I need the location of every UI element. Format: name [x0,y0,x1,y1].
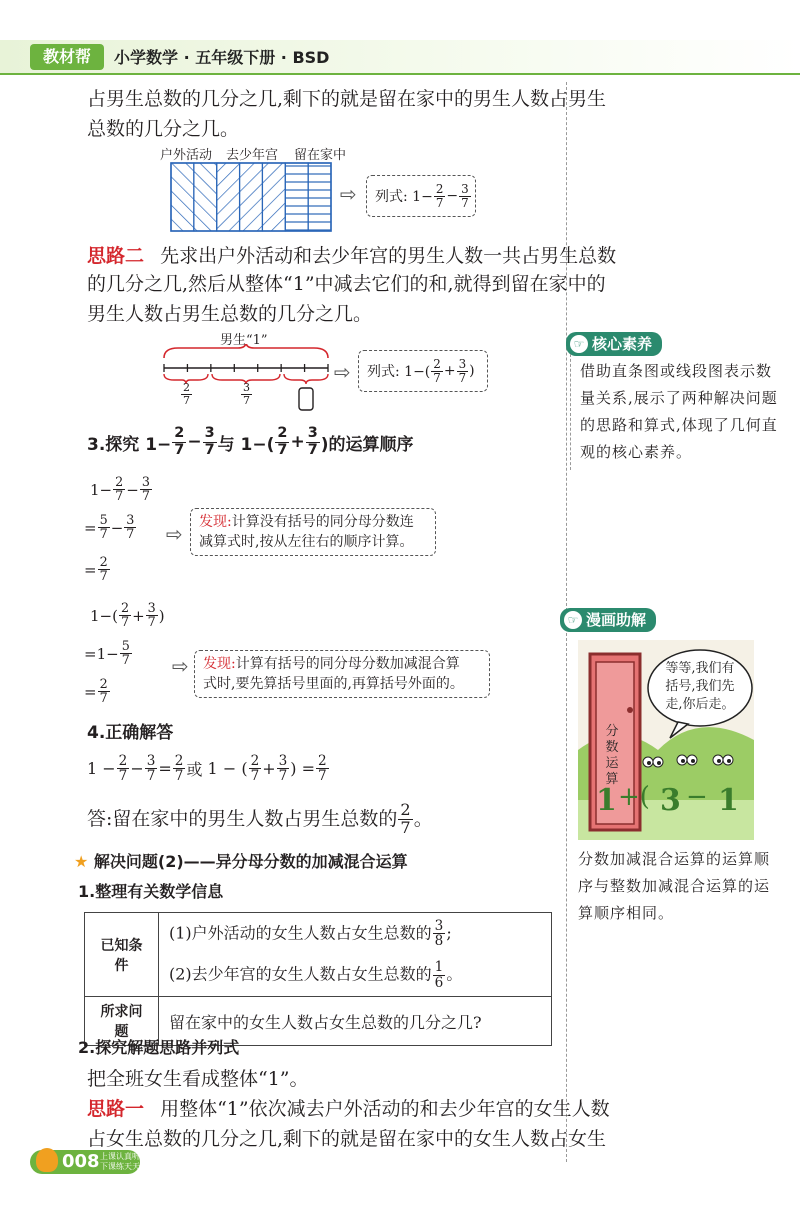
fig2-formula-frac1: $\frac{2}{7}$ [433,357,441,385]
header-book-title: 小学数学 · 五年级下册 · BSD [114,48,330,67]
ask-label: 所求问题 [85,997,159,1046]
calc1-find-text1: 计算没有括号的同分母分数连 [231,514,414,530]
paragraph-top-line1: 占男生总数的几分之几,剩下的就是留在家中的男生人数占男生 [87,88,607,110]
fig1-cell [308,163,331,231]
fig2-plus: + [443,363,456,379]
fig1-cell [217,163,240,231]
known-label: 已知条件 [85,913,159,997]
star-icon: ★ [74,852,89,871]
idea2-line1 [87,241,616,271]
fig2-brace-c [284,374,328,384]
known-info-table [84,912,552,1046]
problem2-idea1-label: 思路一 [87,1098,145,1120]
fig1-label-outdoor: 户外活动 [160,148,213,163]
problem2-idea1-line2: 占女生总数的几分之几,剩下的就是留在家中的女生人数占女生 [87,1128,607,1150]
core-literacy-box [570,354,571,470]
calc2-line3: = $\frac{2}{7}$ [84,677,108,707]
sec4-equation: 1 − $\frac{2}{7}$ − $\frac{3}{7}$ = $\frac{2}{7}$ 或 1 − ( $\frac{2}{7}$ + $\frac{3}{7}$ ) = $\frac{2}{7}$ [87,753,327,785]
fig2-blank-box [299,388,313,410]
svg-text:1: 1 [718,783,739,818]
fig2-frac1: $\frac{2}{7}$ [183,381,191,407]
svg-text:−: − [686,782,708,812]
fig2-close: ) [469,363,475,379]
fig2-frac2: $\frac{3}{7}$ [243,381,251,407]
fig2-formula-frac2: $\frac{3}{7}$ [458,357,467,385]
fig1-label-home: 留在家中 [294,148,347,163]
calc2-find-text2: 式时,要先算括号里面的,再算括号外面的。 [203,676,464,692]
fig1-cell [240,163,263,231]
sec4-answer: 答:留在家中的男生人数占男生总数的 $\frac{2}{7}$ 。 [87,800,433,837]
calc2-find-label: 发现: [203,656,236,672]
problem2-title-text: 解决问题(2)——异分母分数的加减混合运算 [93,852,408,871]
fig2-formula-prefix: 列式: 1−( [367,364,431,380]
sec4-title: 4.正确解答 [87,723,174,743]
known-row1: (1)户外活动的女生人数占女生总数的 $\frac{3}{8}$ ; [159,913,552,955]
fig1-bar-diagram [170,162,332,232]
problem2-step2: 2.探究解题思路并列式 [78,1038,240,1057]
calc1-find-text2: 减算式时,按从左往右的顺序计算。 [199,534,414,550]
calc1-arrow-icon: ⇨ [166,522,183,546]
fig2-formula-box [358,350,488,392]
problem2-title [74,850,408,874]
fig1-cell [171,163,194,231]
fig1-minus: − [446,188,459,204]
idea2-label: 思路二 [87,245,145,267]
fig2-arrow-icon: ⇨ [334,360,351,384]
fig1-label-palace: 去少年宫 [226,148,279,163]
fig1-cell [262,163,285,231]
sec3-title: 3.探究 1− $\frac{2}{7}$ − $\frac{3}{7}$ 与 1−( $\frac{2}{7}$ + $\frac{3}{7}$ )的运算顺序 [87,425,414,458]
idea2-line3: 男生人数占男生总数的几分之几。 [87,303,373,325]
calc1-line2: = $\frac{5}{7}$ − $\frac{3}{7}$ [84,513,135,543]
problem2-idea1-line1 [87,1094,610,1124]
footer-tags: 上课认真听 下课练天天 [100,1152,140,1171]
core-literacy-badge: ☞ 核心素养 [566,332,662,356]
fig1-frac-3-7: $\frac{3}{7}$ [461,182,469,210]
comic-door-label: 分数运算 [605,724,619,787]
hand-icon: ☞ [570,335,588,353]
fig1-frac-2-7: $\frac{2}{7}$ [435,182,444,210]
footer-mascot-icon [36,1148,58,1172]
core-literacy-text: 借助直条图或线段图表示数 量关系,展示了两种解决问题 的思路和算式,体现了几何直 观的核心素养。 [580,362,778,461]
comic-help-badge: ☞ 漫画助解 [560,608,656,632]
fig1-arrow-icon: ⇨ [340,182,357,206]
calc1-line1: 1− $\frac{2}{7}$ − $\frac{3}{7}$ [90,475,150,505]
footer-page-number: 008 [62,1151,100,1172]
paragraph-top-line2: 总数的几分之几。 [87,118,240,140]
calc2-line2: =1− $\frac{5}{7}$ [84,639,130,669]
calc2-find-box [194,650,490,698]
fig1-cell [194,163,217,231]
header-brand: 教材帮 [30,44,104,70]
idea2-text1: 先求出户外活动和去少年宫的男生人数一共占男生总数 [160,245,617,267]
hand-icon: ☞ [564,611,582,629]
comic-speech-bubble: 等等,我们有 括号,我们先 走,你后走。 [665,661,735,712]
fig2-brace-top [164,344,328,358]
svg-text:+(: +( [618,782,650,812]
problem2-step1: 1.整理有关数学信息 [78,882,224,901]
ask-text: 留在家中的女生人数占女生总数的几分之几? [159,997,552,1046]
fig1-formula-prefix: 列式: 1− [375,189,433,205]
calc1-find-box [190,508,436,556]
fig1-cell [285,163,308,231]
problem2-whole: 把全班女生看成整体“1”。 [87,1068,309,1090]
svg-text:1: 1 [596,783,617,818]
svg-text:3: 3 [660,783,681,818]
calc2-line1: 1−( $\frac{2}{7}$ + $\frac{3}{7}$ ) [90,601,165,631]
calc1-line3: = $\frac{2}{7}$ [84,555,108,585]
header-line [0,73,800,75]
fig2-brace-label: 男生“1” [220,333,268,348]
problem2-idea1-text: 用整体“1”依次减去户外活动的和去少年宫的女生人数 [160,1098,610,1120]
known-row2: (2)去少年宫的女生人数占女生总数的 $\frac{1}{6}$ 。 [159,955,552,997]
comic-caption: 分数加减混合运算的运算顺 序与整数加减混合运算的运 算顺序相同。 [578,850,771,922]
idea2-line2: 的几分之几,然后从整体“1”中减去它们的和,就得到留在家中的 [87,273,606,295]
calc2-arrow-icon: ⇨ [172,654,189,678]
calc1-find-label: 发现: [199,514,232,530]
calc2-find-text1: 计算有括号的同分母分数加减混合算 [235,656,460,672]
fig1-formula-box [366,175,476,217]
